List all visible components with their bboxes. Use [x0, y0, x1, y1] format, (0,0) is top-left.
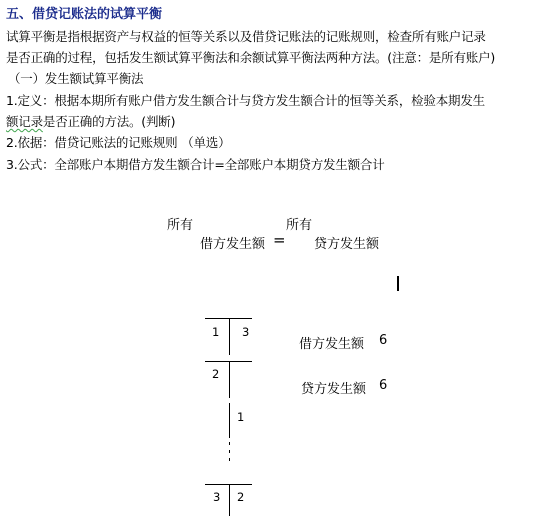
equation-equals: =	[273, 231, 286, 249]
dash-1	[229, 442, 230, 445]
t-account-c-divider	[229, 403, 230, 438]
dash-2	[229, 450, 230, 453]
t-account-d-divider	[229, 484, 230, 516]
t-account-b-divider	[229, 361, 230, 398]
paragraph-line-2: 是否正确的过程，包括发生额试算平衡法和余额试算平衡法两种方法。(注意：是所有账户)	[6, 50, 496, 65]
basis-line: 2.依据：借贷记账法的记账规则 （单选）	[6, 135, 231, 150]
text-cursor	[397, 276, 399, 291]
t-account-c-right: 1	[237, 410, 245, 424]
definition-line-1: 1.定义：根据本期所有账户借方发生额合计与贷方发生额合计的恒等关系，检验本期发生	[6, 93, 485, 108]
definition-line-2-rest: 是否正确的方法。(判断)	[42, 114, 176, 129]
t-account-b-left: 2	[212, 367, 220, 381]
formula-line: 3.公式：全部账户本期借方发生额合计=全部账户本期贷方发生额合计	[6, 157, 385, 172]
credit-total-value: 6	[379, 378, 388, 393]
credit-total-label: 贷方发生额	[301, 382, 367, 397]
dash-3	[229, 458, 230, 461]
t-account-d-right: 2	[237, 490, 245, 504]
equation-left-top: 所有	[167, 218, 194, 233]
subheading: （一）发生额试算平衡法	[8, 71, 144, 86]
equation-right-top: 所有	[286, 218, 313, 233]
t-account-d-left: 3	[213, 490, 221, 504]
equation-left-bottom: 借方发生额	[200, 237, 266, 252]
t-account-a-divider	[229, 318, 230, 355]
debit-total-label: 借方发生额	[299, 337, 365, 352]
equation-right-bottom: 贷方发生额	[314, 237, 380, 252]
t-account-a-left: 1	[212, 325, 220, 339]
definition-line-2	[6, 111, 175, 133]
spellcheck-underlined-text: 额记录	[6, 114, 43, 129]
paragraph-line-1: 试算平衡是指根据资产与权益的恒等关系以及借贷记账法的记账规则，检查所有账户记录	[6, 29, 486, 44]
section-title: 五、借贷记账法的试算平衡	[6, 7, 163, 22]
t-account-a-right: 3	[242, 325, 250, 339]
debit-total-value: 6	[379, 333, 388, 348]
